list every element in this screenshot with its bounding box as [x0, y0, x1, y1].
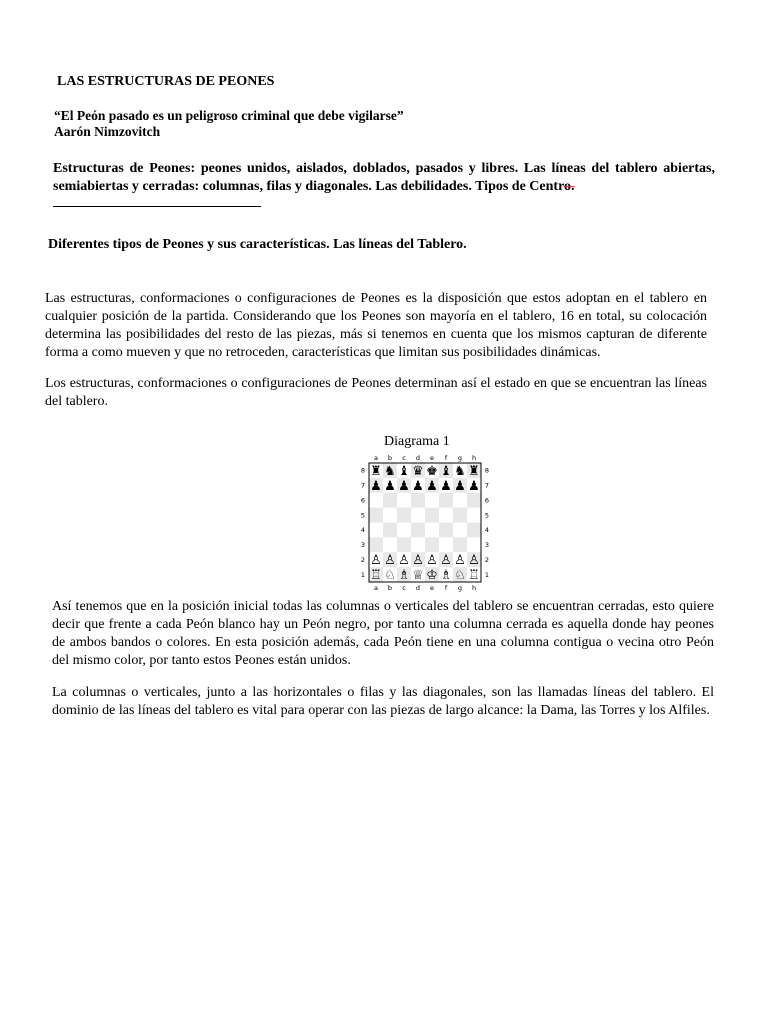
document-title: LAS ESTRUCTURAS DE PEONES: [57, 74, 275, 89]
piece-f7: ♟: [440, 478, 452, 494]
rank-labels-left: [361, 467, 365, 579]
square-c3: [397, 537, 411, 552]
piece-d7: ♟: [412, 478, 424, 494]
piece-c2: ♙: [398, 553, 410, 569]
summary-line-2: [53, 178, 715, 196]
square-c4: [397, 523, 411, 538]
square-h6: [467, 493, 481, 508]
square-d3: [411, 537, 425, 552]
piece-g2: ♙: [454, 553, 466, 569]
piece-d2: ♙: [412, 553, 424, 569]
file-label-top-f: f: [444, 454, 448, 462]
file-labels-top: [374, 454, 476, 462]
file-label-top-c: c: [402, 454, 406, 462]
piece-b7: ♟: [384, 478, 396, 494]
chess-diagram: [355, 452, 495, 592]
epigraph-quote: “El Peón pasado es un peligroso criminal que debe vigilarse”: [54, 108, 404, 123]
square-g6: [453, 493, 467, 508]
square-f5: [439, 508, 453, 523]
rank-labels-right: [485, 467, 489, 579]
piece-h8: ♜: [468, 463, 480, 479]
square-e4: [425, 523, 439, 538]
file-label-top-g: g: [457, 454, 463, 462]
square-h5: [467, 508, 481, 523]
square-e5: [425, 508, 439, 523]
piece-g7: ♟: [454, 478, 466, 494]
square-e6: [425, 493, 439, 508]
square-f6: [439, 493, 453, 508]
square-b4: [383, 523, 397, 538]
file-label-bottom-f: f: [444, 584, 448, 592]
square-f4: [439, 523, 453, 538]
file-label-top-b: b: [387, 454, 393, 462]
section-heading: Diferentes tipos de Peones y sus características. Las líneas del Tablero.: [48, 237, 467, 252]
square-h4: [467, 523, 481, 538]
file-label-bottom-c: c: [402, 584, 406, 592]
paragraph-3: Así tenemos que en la posición inicial todas las columnas o verticales del tablero se encuentran cerradas, esto quiere decir que frente a cada Peón blanco hay un Peón negro, por tanto una columna cerrada es aquella donde hay peones de ambos bandos o colores. En esta posición además, cada Peón tiene en una columna contigua o vecina otro Peón del mismo color, por tanto estos Peones están unidos.: [52, 599, 714, 668]
paragraph-2: Los estructuras, conformaciones o configuraciones de Peones determinan así el estado en que se encuentran las líneas del tablero.: [45, 376, 707, 409]
piece-b2: ♙: [384, 553, 396, 569]
horizontal-rule: [53, 206, 261, 207]
square-b6: [383, 493, 397, 508]
square-d5: [411, 508, 425, 523]
piece-e8: ♚: [426, 463, 438, 479]
piece-h2: ♙: [468, 553, 480, 569]
rank-label-left-1: 1: [360, 570, 366, 579]
summary-struck-text: o.: [564, 179, 575, 194]
square-a6: [369, 493, 383, 508]
rank-label-right-5: 5: [484, 511, 490, 520]
piece-e2: ♙: [426, 553, 438, 569]
epigraph-author: Aarón Nimzovitch: [54, 124, 161, 139]
piece-b8: ♞: [384, 463, 396, 479]
square-c6: [397, 493, 411, 508]
file-label-bottom-a: a: [374, 584, 378, 592]
rank-label-left-2: 2: [360, 555, 366, 564]
square-h3: [467, 537, 481, 552]
file-label-bottom-g: g: [457, 584, 463, 592]
square-a4: [369, 523, 383, 538]
rank-label-right-2: 2: [484, 555, 490, 564]
rank-label-right-6: 6: [484, 496, 490, 505]
file-label-top-d: d: [415, 454, 421, 462]
file-label-top-h: h: [471, 454, 477, 462]
square-d6: [411, 493, 425, 508]
piece-a8: ♜: [370, 463, 382, 479]
rank-label-left-8: 8: [360, 466, 366, 475]
square-g4: [453, 523, 467, 538]
square-f3: [439, 537, 453, 552]
epigraph: [54, 108, 404, 140]
file-label-bottom-b: b: [387, 584, 393, 592]
summary: [53, 160, 715, 196]
square-a3: [369, 537, 383, 552]
square-c5: [397, 508, 411, 523]
piece-a2: ♙: [370, 553, 382, 569]
square-b5: [383, 508, 397, 523]
piece-b1: ♘: [384, 568, 396, 584]
piece-e1: ♔: [426, 568, 438, 584]
piece-c7: ♟: [398, 478, 410, 494]
rank-label-left-4: 4: [360, 526, 366, 535]
piece-f8: ♝: [440, 463, 452, 479]
rank-label-right-7: 7: [484, 481, 490, 490]
file-label-top-e: e: [430, 454, 434, 462]
rank-label-left-5: 5: [360, 511, 366, 520]
rank-label-left-6: 6: [360, 496, 366, 505]
piece-g1: ♘: [454, 568, 466, 584]
paragraph-1: Las estructuras, conformaciones o configuraciones de Peones es la disposición que estos adoptan en el tablero en cualquier posición de la partida. Considerando que los Peones son mayoría en el tablero, 16 en total, su colocación determina las posibilidades del resto de las piezas, más si tenemos en cuenta que los mismos capturan de diferente forma a como mueven y que no retroceden, características que limitan sus posibilidades dinámicas.: [45, 291, 707, 360]
file-label-bottom-d: d: [415, 584, 421, 592]
rank-label-right-4: 4: [484, 526, 490, 535]
piece-c1: ♗: [398, 568, 410, 584]
piece-g8: ♞: [454, 463, 466, 479]
file-label-top-a: a: [374, 454, 378, 462]
piece-h1: ♖: [468, 568, 480, 584]
rank-label-left-7: 7: [360, 481, 366, 490]
square-d4: [411, 523, 425, 538]
piece-a1: ♖: [370, 568, 382, 584]
file-labels-bottom: [374, 584, 476, 592]
piece-f2: ♙: [440, 553, 452, 569]
piece-f1: ♗: [440, 568, 452, 584]
summary-line-1: Estructuras de Peones: peones unidos, aislados, doblados, pasados y libres. Las líneas del tablero abiertas,: [53, 161, 715, 176]
square-b3: [383, 537, 397, 552]
piece-a7: ♟: [370, 478, 382, 494]
square-e3: [425, 537, 439, 552]
summary-line-2-text: semiabiertas y cerradas: columnas, filas y diagonales. Las debilidades. Tipos de Centr: [53, 179, 565, 194]
square-g5: [453, 508, 467, 523]
square-a5: [369, 508, 383, 523]
square-g3: [453, 537, 467, 552]
file-label-bottom-e: e: [430, 584, 434, 592]
rank-label-right-1: 1: [484, 570, 490, 579]
file-label-bottom-h: h: [471, 584, 477, 592]
piece-c8: ♝: [398, 463, 410, 479]
piece-d1: ♕: [412, 568, 424, 584]
piece-h7: ♟: [468, 478, 480, 494]
rank-label-left-3: 3: [360, 541, 366, 550]
paragraph-4: La columnas o verticales, junto a las horizontales o filas y las diagonales, son las llamadas líneas del tablero. El dominio de las líneas del tablero es vital para operar con las piezas de largo alcance: la Dama, las Torres y los Alfiles.: [52, 685, 714, 718]
rank-label-right-3: 3: [484, 541, 490, 550]
diagram-caption: Diagrama 1: [384, 434, 450, 449]
piece-e7: ♟: [426, 478, 438, 494]
rank-label-right-8: 8: [484, 466, 490, 475]
piece-d8: ♛: [412, 463, 424, 479]
